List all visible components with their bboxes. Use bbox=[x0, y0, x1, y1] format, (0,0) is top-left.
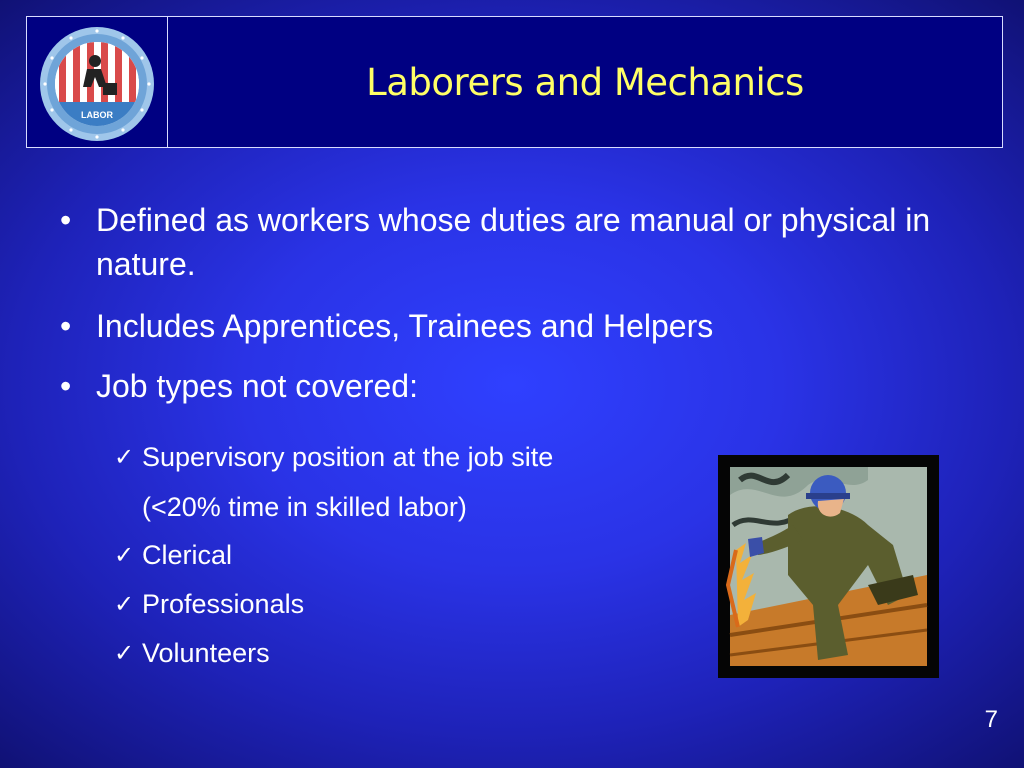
worker-clipart-image bbox=[718, 455, 939, 678]
bullet-dot: • bbox=[60, 202, 72, 238]
title-bar bbox=[26, 16, 1003, 148]
sub-item-text: (<20% time in skilled labor) bbox=[142, 492, 467, 522]
checkmark-icon: ✓ bbox=[114, 590, 135, 618]
sub-item-text: Professionals bbox=[142, 589, 305, 619]
bullet-text: Defined as workers whose duties are manual or physical in nature. bbox=[96, 202, 931, 282]
bullet-text: Job types not covered: bbox=[96, 368, 418, 404]
labor-seal-logo bbox=[37, 25, 157, 143]
checkmark-icon: ✓ bbox=[114, 443, 135, 471]
sub-item-text: Supervisory position at the job site bbox=[142, 442, 554, 472]
sub-item-text: Clerical bbox=[142, 540, 233, 570]
logo-cell bbox=[27, 17, 168, 147]
logo-label: LABOR bbox=[81, 110, 113, 120]
checkmark-icon: ✓ bbox=[114, 541, 135, 569]
bullet-text: Includes Apprentices, Trainees and Helpers bbox=[96, 308, 714, 344]
page-number: 7 bbox=[984, 706, 998, 733]
slide-title: Laborers and Mechanics bbox=[366, 60, 804, 104]
bullet-dot: • bbox=[60, 368, 72, 404]
bullet-dot: • bbox=[60, 308, 72, 344]
checkmark-icon: ✓ bbox=[114, 639, 135, 667]
sub-item-text: Volunteers bbox=[142, 638, 270, 668]
